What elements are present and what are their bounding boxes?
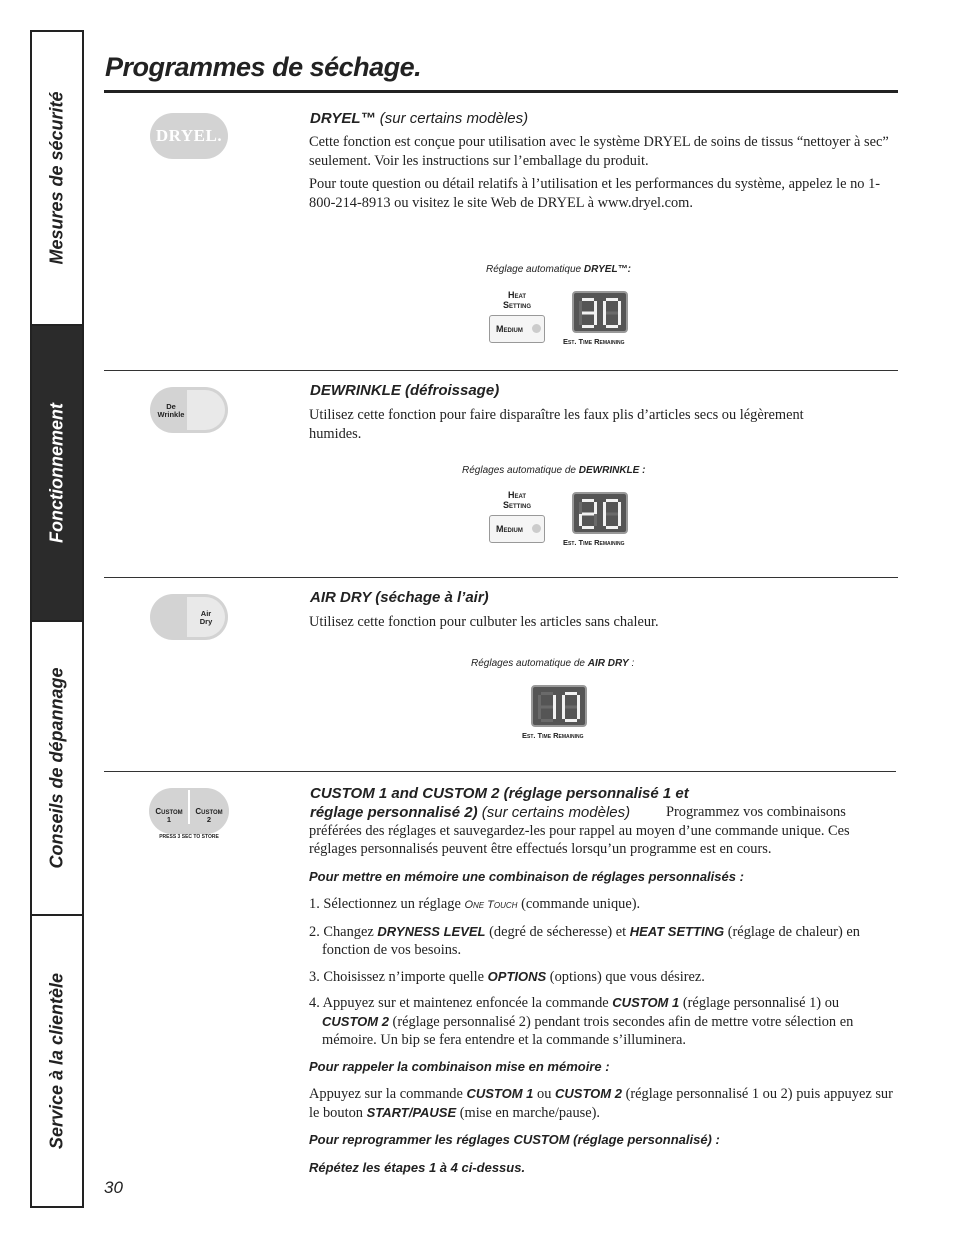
custom-body xyxy=(309,785,894,1182)
dryel-paragraph-1: Cette fonction est conçue pour utilisation avec le système DRYEL de soins de tissus “nettoyer à sec” seulement. Voir les instructions sur l’emballage du produit. xyxy=(309,134,889,169)
dewrinkle-time-display xyxy=(572,492,628,534)
custom-step-3: 3. Choisissez n’importe quelle OPTIONS (options) que vous désirez. xyxy=(309,968,705,985)
custom-heading: CUSTOM 1 and CUSTOM 2 (réglage personnalisé 1 et réglage personnalisé 2) (sur certains modèles) xyxy=(310,785,689,821)
indicator-light-icon xyxy=(532,324,541,333)
air-dry-est-time-label: Est. Time Remaining xyxy=(522,731,584,740)
side-tabs xyxy=(30,30,84,1208)
dewrinkle-caption: Réglages automatique de DEWRINKLE : xyxy=(462,465,646,476)
dewrinkle-button-label: De Wrinkle xyxy=(157,402,185,419)
custom-button-note: PRESS 3 SEC TO STORE xyxy=(159,834,219,840)
custom-recall-heading: Pour rappeler la combinaison mise en mémoire : xyxy=(309,1058,610,1074)
dryel-heat-setting-label: Heat Setting xyxy=(502,290,531,310)
dewrinkle-button[interactable] xyxy=(150,387,228,433)
dryel-button[interactable] xyxy=(150,113,228,159)
air-dry-body xyxy=(309,613,894,637)
custom-reprogram-heading: Pour reprogrammer les réglages CUSTOM (réglage personnalisé) : xyxy=(309,1132,720,1147)
air-dry-button[interactable] xyxy=(150,594,228,640)
air-dry-caption: Réglages automatique de AIR DRY : xyxy=(471,658,635,669)
tab-conseils-de-depannage[interactable]: Conseils de dépannage xyxy=(32,622,82,916)
section-divider xyxy=(104,771,896,772)
custom-reprogram-text: Répétez les étapes 1 à 4 ci-dessus. xyxy=(309,1159,526,1175)
dewrinkle-body xyxy=(309,406,829,448)
custom-intro: Programmez vos combinaisons préférées des réglages et sauvegardez-les pour rappel au moyen d’une commande unique. Ces réglages personnalisés peuvent être effectués lorsqu’un programme est en cours. xyxy=(309,804,850,857)
dewrinkle-heat-setting-label: Heat Setting xyxy=(502,490,531,510)
dewrinkle-heading: DEWRINKLE (défroissage) xyxy=(310,382,500,399)
air-dry-heading: AIR DRY (séchage à l’air) xyxy=(310,589,489,606)
indicator-light-icon xyxy=(532,524,541,533)
custom-step-4: 4. Appuyez sur et maintenez enfoncée la commande CUSTOM 1 (réglage personnalisé 1) ou CUSTOM 2 (réglage personnalisé 2) pendant trois secondes afin de mettre votre sélection en mémoire. Un bip se fera entendre et la commande s’illuminera. xyxy=(309,995,854,1048)
tab-mesures-de-securite[interactable]: Mesures de sécurité xyxy=(32,32,82,326)
dewrinkle-paragraph-1: Utilisez cette fonction pour faire disparaître les faux plis d’articles secs ou légèrement humides. xyxy=(309,407,804,442)
dryel-caption: Réglage automatique DRYEL™: xyxy=(486,264,631,275)
dryel-button-label: DRYEL. xyxy=(155,126,223,145)
tab-service-a-la-clientele[interactable]: Service à la clientèle xyxy=(46,972,67,1150)
custom-1-button[interactable]: Custom 1 xyxy=(155,807,183,824)
air-dry-time-display xyxy=(531,685,587,727)
dryel-time-display xyxy=(572,291,628,333)
dryel-body xyxy=(309,133,894,217)
air-dry-button-label: Air Dry xyxy=(199,609,213,626)
tab-fonctionnement[interactable]: Fonctionnement xyxy=(32,326,82,622)
dryel-paragraph-2: Pour toute question ou détail relatifs à l’utilisation et les performances du système, appelez le no 1-800-214-8913 ou visitez le site Web de DRYEL à www.dryel.com. xyxy=(309,176,881,211)
dryel-heading: DRYEL™ (sur certains modèles) xyxy=(310,110,529,127)
dewrinkle-heat-medium-button[interactable]: Medium xyxy=(489,515,545,543)
section-divider xyxy=(104,370,898,371)
dryel-heat-medium-button[interactable]: Medium xyxy=(489,315,545,343)
air-dry-paragraph-1: Utilisez cette fonction pour culbuter les articles sans chaleur. xyxy=(309,614,659,630)
custom-buttons xyxy=(149,788,229,834)
page-number: 30 xyxy=(104,1178,123,1197)
custom-step-2: 2. Changez DRYNESS LEVEL (degré de sécheresse) et HEAT SETTING (réglage de chaleur) en fonction de vos besoins. xyxy=(309,923,860,958)
section-divider xyxy=(104,577,898,578)
dewrinkle-est-time-label: Est. Time Remaining xyxy=(563,538,625,547)
custom-recall-text: Appuyez sur la commande CUSTOM 1 ou CUSTOM 2 (réglage personnalisé 1 ou 2) puis appuyez sur le bouton START/PAUSE (mise en marche/pause). xyxy=(309,1086,893,1121)
title-rule xyxy=(104,90,898,93)
dryel-est-time-label: Est. Time Remaining xyxy=(563,337,625,346)
custom-steps xyxy=(309,895,894,1050)
custom-step-1: 1. Sélectionnez un réglage One Touch (commande unique). xyxy=(309,896,641,912)
custom-store-heading: Pour mettre en mémoire une combinaison de réglages personnalisés : xyxy=(309,868,744,884)
page-title: Programmes de séchage. xyxy=(105,52,422,82)
custom-2-button[interactable]: Custom 2 xyxy=(195,807,223,824)
